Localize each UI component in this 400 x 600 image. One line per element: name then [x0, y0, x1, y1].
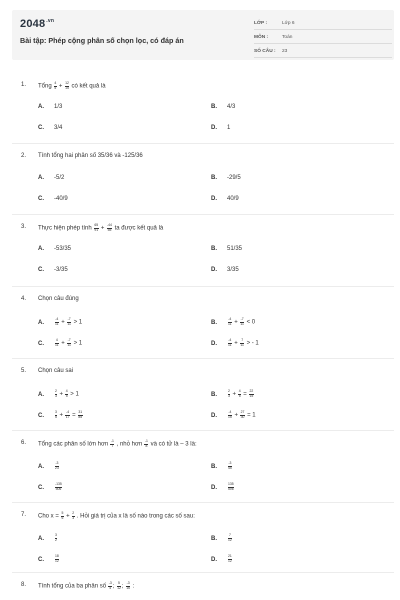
option-letter: D. — [211, 340, 217, 347]
fraction-denominator: 11 — [240, 342, 244, 347]
fraction-denominator: 8 — [145, 443, 148, 448]
answer-option[interactable] — [38, 196, 68, 202]
question-number: 8. — [21, 582, 27, 588]
fraction-denominator: 3 — [228, 393, 230, 398]
fraction — [55, 462, 60, 470]
question-number: 1. — [21, 82, 27, 88]
fraction-denominator: 11 — [228, 321, 232, 326]
option-letter: A. — [38, 175, 44, 181]
fraction-numerator: -7 — [67, 317, 71, 321]
fraction-denominator: 11 — [240, 321, 244, 326]
answer-option[interactable] — [38, 411, 83, 419]
text-segment: . Hỏi giá trị của x là số nào trong các số sau: — [75, 513, 195, 520]
fraction-denominator: 5 — [65, 393, 68, 398]
text-segment: + — [232, 412, 240, 419]
meta-row — [254, 16, 392, 30]
logo-domain: .vn — [46, 18, 55, 25]
answer-option[interactable] — [38, 390, 79, 398]
fraction — [126, 582, 131, 590]
fraction — [110, 440, 114, 448]
option-letter: B. — [211, 391, 217, 398]
fraction — [228, 339, 233, 347]
fraction-denominator: 12 — [55, 558, 59, 563]
meta-value: Lớp 6 — [282, 21, 295, 26]
fraction-numerator: 5 — [118, 581, 120, 585]
option-letter: D. — [211, 484, 217, 491]
fraction-denominator: 23 — [55, 465, 59, 470]
question-separator — [12, 572, 394, 573]
logo[interactable] — [20, 18, 54, 30]
fraction-denominator: 506 — [228, 486, 234, 491]
text-segment: 4/3 — [227, 104, 236, 110]
question-text — [38, 153, 143, 159]
text-segment: và có tử là – 3 là: — [148, 441, 197, 448]
fraction-denominator: 11 — [55, 321, 59, 326]
fraction — [67, 318, 72, 326]
option-letter: B. — [211, 319, 217, 326]
fraction-numerator: 7 — [241, 338, 244, 342]
answer-option[interactable] — [38, 555, 60, 563]
text-segment: -40/9 — [54, 196, 68, 202]
option-letter: C. — [38, 196, 44, 202]
fraction — [55, 318, 60, 326]
option-letter: A. — [38, 391, 44, 398]
text-segment: -29/5 — [227, 175, 241, 181]
answer-option[interactable] — [38, 267, 68, 273]
header — [12, 10, 394, 60]
question-text — [38, 512, 195, 520]
text-segment: 3/4 — [54, 125, 63, 131]
answer-option[interactable] — [211, 555, 233, 563]
fraction-numerator: 65 — [94, 223, 99, 227]
fraction-numerator: -3 — [228, 461, 232, 465]
fraction-numerator: -4 — [228, 317, 232, 321]
fraction-denominator: 6 — [61, 515, 64, 520]
answer-option[interactable] — [211, 175, 241, 181]
option-letter: B. — [211, 535, 217, 542]
fraction-numerator: -4 — [228, 338, 232, 342]
fraction-numerator: -4 — [228, 410, 232, 414]
fraction-numerator: 4 — [238, 389, 241, 393]
text-segment: + — [232, 340, 240, 347]
option-letter: D. — [211, 556, 217, 563]
fraction-numerator: 7 — [228, 533, 231, 537]
logo-text: 2048 — [20, 18, 46, 30]
text-segment: Tính tổng của ba phân số — [38, 583, 108, 590]
question-separator — [12, 502, 394, 503]
fraction-denominator: 5 — [54, 85, 57, 90]
fraction-numerator: 12 — [65, 81, 69, 85]
fraction-denominator: 30 — [240, 414, 245, 419]
fraction-denominator: 11 — [67, 342, 71, 347]
fraction-numerator: -44 — [107, 223, 112, 227]
question-text — [38, 224, 163, 232]
fraction-numerator: 27 — [240, 410, 245, 414]
text-segment: = 1 — [245, 412, 256, 419]
option-letter: B. — [211, 463, 217, 470]
option-letter: A. — [38, 246, 44, 252]
meta-info — [254, 16, 392, 58]
answer-option[interactable] — [211, 339, 259, 347]
answer-option[interactable] — [38, 175, 64, 181]
option-letter: A. — [38, 104, 44, 110]
answer-option[interactable] — [211, 246, 242, 252]
text-segment: + — [57, 83, 65, 90]
fraction-denominator: 506 — [55, 486, 62, 491]
answer-option[interactable] — [38, 246, 71, 252]
answer-option[interactable] — [211, 267, 239, 273]
fraction-denominator: 11 — [67, 321, 71, 326]
fraction-denominator: 3 — [55, 393, 57, 398]
text-segment: > - 1 — [244, 340, 259, 347]
fraction-numerator: 2 — [72, 511, 75, 515]
fraction-numerator: -3 — [126, 581, 130, 585]
answer-option[interactable] — [211, 196, 239, 202]
fraction — [117, 582, 122, 590]
option-letter: B. — [211, 175, 217, 181]
option-letter: D. — [211, 412, 217, 419]
fraction — [240, 318, 245, 326]
text-segment: -5/2 — [54, 175, 65, 181]
fraction-denominator: 11 — [55, 342, 59, 347]
text-segment: -53/35 — [54, 246, 72, 252]
fraction-numerator: 135 — [228, 482, 234, 486]
text-segment: ta được kết quả là — [112, 225, 164, 232]
text-segment: > 1 — [71, 319, 83, 326]
question-separator — [12, 430, 394, 431]
answer-option[interactable] — [211, 104, 235, 110]
fraction-numerator: 18 — [55, 554, 59, 558]
fraction-numerator: 5 — [61, 511, 64, 515]
fraction-numerator: -1 — [144, 439, 148, 443]
fraction-numerator: -4 — [66, 410, 70, 414]
option-letter: C. — [38, 484, 44, 491]
text-segment: Cho x = — [38, 513, 61, 520]
answer-option[interactable] — [211, 411, 256, 419]
option-letter: B. — [211, 246, 217, 252]
text-segment: = — [70, 412, 78, 419]
fraction — [65, 82, 70, 90]
fraction-denominator: 5 — [55, 414, 57, 419]
question-number: 2. — [21, 153, 27, 159]
fraction-numerator: -135 — [55, 482, 62, 486]
option-letter: C. — [38, 125, 44, 131]
fraction-denominator: 12 — [228, 558, 232, 563]
fraction-numerator: -3 — [55, 461, 59, 465]
answer-option[interactable] — [211, 534, 233, 542]
fraction-numerator: 31 — [78, 410, 83, 414]
answer-option[interactable] — [211, 390, 254, 398]
fraction-denominator: 4 — [109, 585, 112, 590]
question-text — [38, 296, 79, 302]
text-segment: Tính tổng hai phân số 35/36 và -125/36 — [38, 153, 143, 159]
text-segment: ; — [112, 583, 117, 590]
answer-option[interactable] — [38, 339, 82, 347]
fraction-numerator: 21 — [228, 554, 232, 558]
fraction-denominator: 15 — [249, 393, 254, 398]
option-letter: D. — [211, 267, 217, 273]
fraction-numerator: -7 — [67, 338, 71, 342]
fraction-numerator: 2 — [228, 389, 230, 393]
text-segment: có kết quả là — [69, 83, 106, 90]
text-segment: < 0 — [244, 319, 256, 326]
text-segment: + — [232, 319, 240, 326]
fraction-denominator: 12 — [117, 585, 121, 590]
fraction — [144, 440, 148, 448]
answer-option[interactable] — [211, 318, 255, 326]
meta-value: 23 — [282, 49, 288, 54]
text-segment: : — [130, 583, 135, 590]
fraction-denominator: 5 — [238, 393, 241, 398]
text-segment: + — [57, 412, 65, 419]
answer-option[interactable] — [211, 125, 230, 131]
option-letter: C. — [38, 556, 44, 563]
text-segment: > 1 — [68, 391, 79, 398]
text-segment: + — [99, 225, 107, 232]
option-letter: A. — [38, 463, 44, 470]
fraction — [55, 339, 60, 347]
fraction-denominator: 91 — [94, 227, 99, 232]
question-separator — [12, 143, 394, 144]
fraction-denominator: 3 — [72, 515, 75, 520]
text-segment: , nhỏ hơn — [114, 441, 144, 448]
question-number: 5. — [21, 368, 27, 374]
fraction-numerator: 22 — [249, 389, 254, 393]
fraction — [228, 411, 233, 419]
meta-value: Toán — [282, 35, 293, 40]
text-segment: + — [59, 340, 67, 347]
fraction-denominator: 15 — [228, 414, 232, 419]
meta-row — [254, 44, 392, 58]
fraction-numerator: 3 — [55, 410, 57, 414]
fraction — [55, 483, 63, 491]
answer-option[interactable] — [211, 483, 235, 491]
text-segment: + — [64, 513, 72, 520]
fraction — [78, 411, 83, 419]
answer-option[interactable] — [38, 125, 62, 131]
fraction — [55, 534, 58, 542]
text-segment: Chọn câu sai — [38, 368, 74, 374]
fraction-numerator: 2 — [55, 389, 57, 393]
fraction-denominator: 45 — [228, 465, 232, 470]
text-segment: 1/3 — [54, 104, 63, 110]
text-segment: 40/9 — [227, 196, 239, 202]
fraction — [55, 555, 60, 563]
option-letter: C. — [38, 412, 44, 419]
question-number: 7. — [21, 512, 27, 518]
text-segment: 3/35 — [227, 267, 239, 273]
answer-option[interactable] — [38, 483, 63, 491]
fraction — [65, 411, 70, 419]
text-segment: + — [57, 391, 65, 398]
question-text — [38, 582, 134, 590]
fraction-numerator: -3 — [108, 581, 112, 585]
fraction-numerator: 4 — [55, 338, 58, 342]
fraction-numerator: 4 — [65, 389, 68, 393]
option-letter: A. — [38, 319, 44, 326]
fraction-denominator: 85 — [78, 414, 83, 419]
text-segment: Thực hiện phép tính — [38, 225, 94, 232]
meta-row — [254, 30, 392, 44]
option-letter: C. — [38, 340, 44, 347]
answer-option[interactable] — [38, 318, 82, 326]
answer-option[interactable] — [211, 462, 233, 470]
option-letter: C. — [38, 267, 44, 273]
answer-option[interactable] — [38, 104, 62, 110]
fraction-denominator: 55 — [107, 227, 112, 232]
fraction-denominator: 7 — [111, 443, 114, 448]
question-text — [38, 440, 197, 448]
question-number: 6. — [21, 440, 27, 446]
option-letter: D. — [211, 125, 217, 131]
answer-option[interactable] — [38, 534, 58, 542]
text-segment: + — [230, 391, 238, 398]
fraction-numerator: -7 — [240, 317, 244, 321]
text-segment: Tổng — [38, 83, 54, 90]
question-number: 4. — [21, 296, 27, 302]
question-separator — [12, 358, 394, 359]
page-title: Bài tập: Phép cộng phân số chọn lọc, có đáp án — [20, 36, 184, 45]
option-letter: D. — [211, 196, 217, 202]
fraction — [94, 224, 99, 232]
question-number: 3. — [21, 224, 27, 230]
fraction — [228, 555, 233, 563]
fraction — [108, 582, 112, 590]
text-segment: + — [59, 319, 67, 326]
meta-key: SỐ CÂU : — [254, 49, 276, 54]
fraction — [228, 534, 233, 542]
text-segment: Tổng các phân số lớn hơn — [38, 441, 110, 448]
question-separator — [12, 286, 394, 287]
fraction — [228, 483, 235, 491]
option-letter: B. — [211, 104, 217, 110]
text-segment: ; — [121, 583, 126, 590]
fraction — [240, 339, 245, 347]
meta-key: MÔN : — [254, 35, 269, 40]
fraction-denominator: 11 — [228, 342, 232, 347]
fraction — [67, 339, 72, 347]
fraction-numerator: -4 — [55, 317, 59, 321]
fraction-numerator: 4 — [54, 81, 57, 85]
text-segment: -3/35 — [54, 267, 68, 273]
fraction-denominator: 17 — [65, 414, 70, 419]
fraction-denominator: 16 — [126, 585, 130, 590]
meta-key: LỚP : — [254, 21, 268, 26]
text-segment: > 1 — [71, 340, 83, 347]
option-letter: A. — [38, 535, 44, 542]
fraction — [228, 318, 233, 326]
fraction — [249, 390, 254, 398]
question-text — [38, 368, 73, 374]
question-text — [38, 82, 106, 90]
fraction-numerator: -1 — [110, 439, 114, 443]
fraction-denominator: 2 — [55, 537, 57, 542]
question-separator — [12, 214, 394, 215]
fraction-numerator: 3 — [55, 533, 57, 537]
fraction-denominator: 12 — [228, 537, 232, 542]
text-segment: 51/35 — [227, 246, 243, 252]
text-segment: = — [241, 391, 249, 398]
text-segment: 1 — [227, 125, 231, 131]
fraction — [107, 224, 113, 232]
fraction — [228, 462, 233, 470]
fraction-denominator: 15 — [65, 85, 69, 90]
text-segment: Chọn câu đúng — [38, 296, 79, 302]
answer-option[interactable] — [38, 462, 60, 470]
